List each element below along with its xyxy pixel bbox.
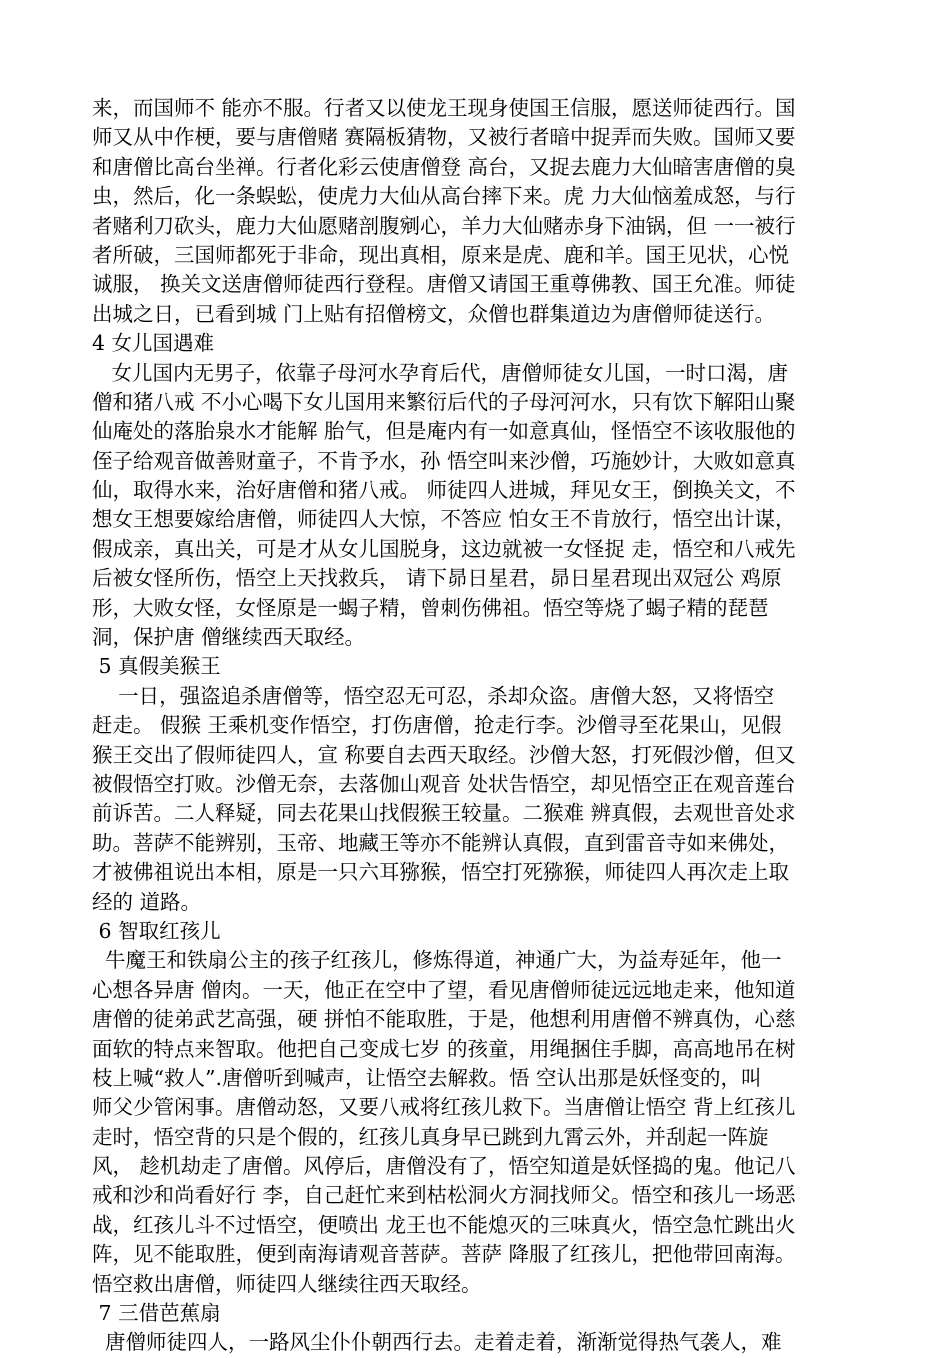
paragraph-line: 唐僧的徒弟武艺高强，硬 拼怕不能取胜，于是，他想利用唐僧不辨真伪，心慈 [92,1007,796,1032]
paragraph-line: 风， 趁机劫走了唐僧。风停后，唐僧没有了，悟空知道是妖怪捣的鬼。他记八 [92,1154,796,1179]
paragraph-line: 来，而国师不 能亦不服。行者又以使龙王现身使国王信服，愿送师徒西行。国 [92,96,796,120]
paragraph-line: 面软的特点来智取。他把自己变成七岁 的孩童，用绳捆住手脚，高高地吊在树 [92,1036,796,1061]
paragraph-line: 女儿国内无男子，依靠子母河水孕育后代，唐僧师徒女儿国，一时口渴，唐 [92,360,789,385]
paragraph-line: 唐僧师徒四人，一路风尘仆仆朝西行去。走着走着，渐渐觉得热气袭人，难 [92,1330,782,1355]
paragraph-line: 走时，悟空背的只是个假的，红孩儿真身早已跳到九霄云外，并刮起一阵旋 [92,1124,769,1149]
paragraph-line: 想女王想要嫁给唐僧，师徒四人大惊，不答应 怕女王不肯放行，悟空出计谋， [92,507,796,532]
paragraph-line: 枝上喊“救人”.唐僧听到喊声，让悟空去解救。悟 空认出那是妖怪变的，叫 [92,1065,762,1090]
paragraph-line: 和唐僧比高台坐禅。行者化彩云使唐僧登 高台，又捉去鹿力大仙暗害唐僧的臭 [92,154,796,179]
section-heading: 4 女儿国遇难 [92,331,215,356]
paragraph-line: 一日，强盗追杀唐僧等，悟空忍无可忍，杀却众盗。唐僧大怒，又将悟空 [92,683,775,708]
paragraph-line: 心想各异唐 僧肉。一天，他正在空中了望，看见唐僧师徒远远地走来，他知道 [92,977,796,1002]
paragraph-line: 戒和沙和尚看好行 李，自己赶忙来到枯松洞火方洞找师父。悟空和孩儿一场恶 [92,1183,796,1208]
paragraph-line: 助。菩萨不能辨别，玉帝、地藏王等亦不能辨认真假，直到雷音寺如来佛处， [92,830,789,855]
paragraph-line: 后被女怪所伤，悟空上天找救兵， 请下昴日星君，昴日星君现出双冠公 鸡原 [92,566,782,591]
paragraph-line: 猴王交出了假师徒四人，宣 称要自去西天取经。沙僧大怒，打死假沙僧，但又 [92,742,796,767]
paragraph-line: 形，大败女怪，女怪原是一蝎子精，曾刺伤佛祖。悟空等烧了蝎子精的琵琶 [92,595,769,620]
paragraph-line: 悟空救出唐僧，师徒四人继续往西天取经。 [92,1271,482,1296]
paragraph-line: 僧和猪八戒 不小心喝下女儿国用来繁衍后代的子母河河水，只有饮下解阳山聚 [92,389,796,414]
paragraph-line: 假成亲，真出关，可是才从女儿国脱身，这边就被一女怪捉 走，悟空和八戒先 [92,536,796,561]
paragraph-line: 侄子给观音做善财童子，不肯予水，孙 悟空叫来沙僧，巧施妙计，大败如意真 [92,448,796,473]
paragraph-line: 师又从中作梗，要与唐僧赌 赛隔板猜物，又被行者暗中捉弄而失败。国师又要 [92,125,796,150]
paragraph-line: 才被佛祖说出本相，原是一只六耳猕猴，悟空打死猕猴，师徒四人再次走上取 [92,860,789,885]
paragraph-line: 虫，然后，化一条蜈蚣，使虎力大仙从高台摔下来。虎 力大仙恼羞成怒，与行 [92,184,796,209]
paragraph-line: 诚服， 换关文送唐僧师徒西行登程。唐僧又请国王重尊佛教、国王允准。师徒 [92,272,796,297]
paragraph-line: 前诉苦。二人释疑，同去花果山找假猴王较量。二猴难 辨真假，去观世音处求 [92,801,796,826]
paragraph-line: 者赌利刀砍头，鹿力大仙愿赌剖腹剜心，羊力大仙赌赤身下油锅，但 一一被行 [92,213,796,238]
paragraph-line: 被假悟空打败。沙僧无奈，去落伽山观音 处状告悟空，却见悟空正在观音莲台 [92,771,796,796]
paragraph-line: 仙庵处的落胎泉水才能解 胎气，但是庵内有一如意真仙，怪悟空不该收服他的 [92,419,796,444]
section-heading: 5 真假美猴王 [92,654,221,679]
paragraph-line: 牛魔王和铁扇公主的孩子红孩儿，修炼得道，神通广大，为益寿延年，他一 [92,948,782,973]
paragraph-line: 出城之日，已看到城 门上贴有招僧榜文，众僧也群集道边为唐僧师徒送行。 [92,301,776,326]
paragraph-line: 战，红孩儿斗不过悟空，便喷出 龙王也不能熄灭的三味真火，悟空急忙跳出火 [92,1212,796,1237]
section-heading: 7 三借芭蕉扇 [92,1301,221,1326]
section-heading: 6 智取红孩儿 [92,918,221,943]
paragraph-line: 经的 道路。 [92,889,202,914]
paragraph-line: 师父少管闲事。唐僧动怒，又要八戒将红孩儿救下。当唐僧让悟空 背上红孩儿 [92,1095,796,1120]
paragraph-line: 仙，取得水来，治好唐僧和猪八戒。 师徒四人进城，拜见女王，倒换关文，不 [92,478,796,503]
paragraph-line: 者所破，三国师都死于非命，现出真相，原来是虎、鹿和羊。国王见状，心悦 [92,242,789,267]
paragraph-line: 阵，见不能取胜，便到南海请观音菩萨。菩萨 降服了红孩儿，把他带回南海。 [92,1242,796,1267]
paragraph-line: 洞，保护唐 僧继续西天取经。 [92,625,366,650]
paragraph-line: 赶走。 假猴 王乘机变作悟空，打伤唐僧，抢走行李。沙僧寻至花果山，见假 [92,713,782,738]
